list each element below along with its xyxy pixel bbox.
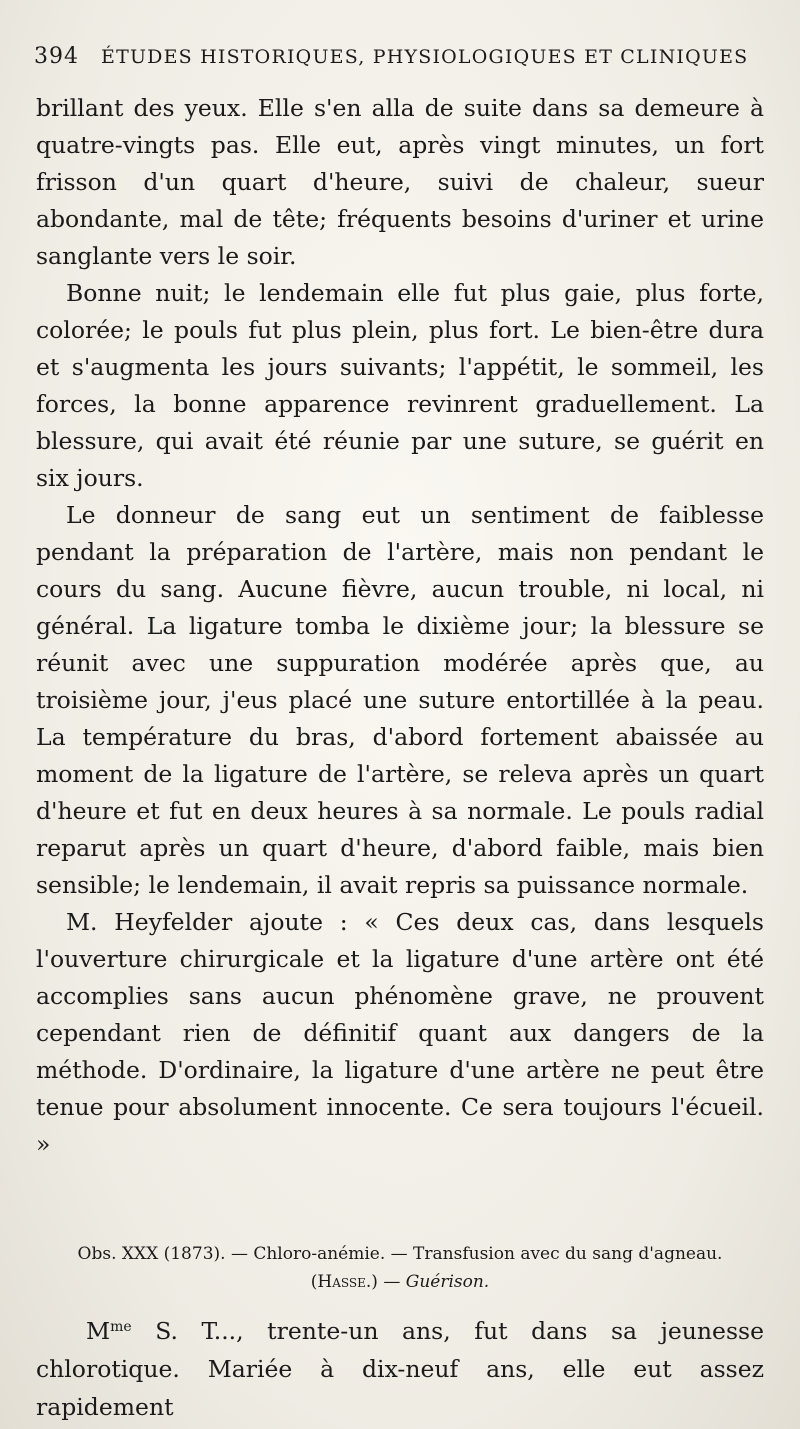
observation-outcome: Guérison. xyxy=(405,1272,490,1292)
observation-author: (Hasse.) xyxy=(310,1272,378,1292)
body-text xyxy=(36,90,764,1163)
page-number: 394 xyxy=(34,44,79,69)
title-superscript: me xyxy=(110,1319,132,1335)
observation-heading xyxy=(30,1240,770,1296)
case-text xyxy=(36,1308,764,1426)
page-header xyxy=(34,44,760,69)
title-abbrev: M xyxy=(86,1317,111,1345)
paragraph-2: Bonne nuit; le lendemain elle fut plus gaie, plus forte, colorée; le pouls fut plus plein, plus fort. Le bien-être dura et s'augmenta les jours suivants; l'appétit, le sommeil, les forces, la bonne apparence revinrent graduellement. La blessure, qui avait été réunie par une suture, se guérit en six jours. xyxy=(36,279,764,492)
observation-dash: — xyxy=(383,1272,401,1292)
paragraph-1: brillant des yeux. Elle s'en alla de suite dans sa demeure à quatre-vingts pas. Elle eut, après vingt minutes, un fort frisson d'un quart d'heure, suivi de chaleur, sueur abondante, mal de tête; fréquents besoins d'uriner et urine sanglante vers le soir. xyxy=(36,94,764,270)
paragraph-3: Le donneur de sang eut un sentiment de faiblesse pendant la préparation de l'artère, mais non pendant le cours du sang. Aucune fièvre, aucun trouble, ni local, ni général. La ligature tomba le dixième jour; la blessure se réunit avec une suppuration modérée après que, au troisième jour, j'eus placé une suture entortillée à la peau. La température du bras, d'abord fortement abaissée au moment de la ligature de l'artère, se releva après un quart d'heure et fut en deux heures à sa normale. Le pouls radial reparut après un quart d'heure, d'abord faible, mais bien sensible; le lendemain, il avait repris sa puissance normale. xyxy=(36,501,764,899)
case-paragraph-text: S. T..., trente-un ans, fut dans sa jeunesse chlorotique. Mariée à dix-neuf ans, elle eut assez rapidement xyxy=(36,1317,764,1421)
observation-line: Obs. XXX (1873). — Chloro-anémie. — Transfusion avec du sang d'agneau. xyxy=(77,1244,723,1264)
case-paragraph xyxy=(36,1308,764,1426)
observation-author-line xyxy=(30,1268,770,1296)
running-title: ÉTUDES HISTORIQUES, PHYSIOLOGIQUES ET CLINIQUES xyxy=(101,46,749,68)
paragraph-4: M. Heyfelder ajoute : « Ces deux cas, dans lesquels l'ouverture chirurgicale et la ligature d'une artère ont été accomplies sans aucun phénomène grave, ne prouvent cependant rien de définitif quant aux dangers de la méthode. D'ordinaire, la ligature d'une artère ne peut être tenue pour absolument innocente. Ce sera toujours l'écueil. » xyxy=(36,908,764,1158)
